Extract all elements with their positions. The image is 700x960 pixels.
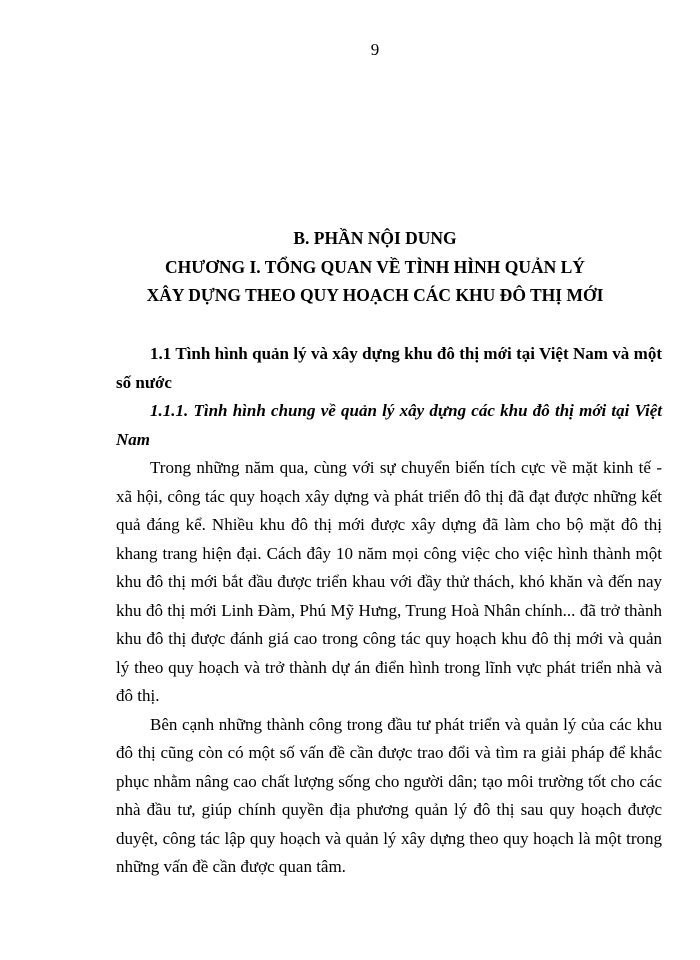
section-title: 1.1 Tình hình quản lý và xây dựng khu đô thị mới tại Việt Nam và một số nước xyxy=(116,344,662,392)
paragraph-1: Trong những năm qua, cùng với sự chuyển biến tích cực về mặt kinh tế - xã hội, công tác quy hoạch xây dựng và phát triển đô thị đã đạt được những kết quả đáng kể. Nhiều khu đô thị mới được xây dựng đã làm cho bộ mặt đô thị khang trang hiện đại. Cách đây 10 năm mọi công việc cho việc hình thành một khu đô thị mới bắt đầu được triển khau với đầy thử thách, khó khăn và đến nay khu đô thị mới Linh Đàm, Phú Mỹ Hưng, Trung Hoà Nhân chính... đã trở thành khu đô thị được đánh giá cao trong công tác quy hoạch khu đô thị mới và quản lý theo quy hoạch và trở thành dự án điển hình trong lĩnh vực phát triển nhà và đô thị. xyxy=(116,458,662,705)
body-text xyxy=(116,340,662,882)
page-number: 9 xyxy=(370,40,380,59)
part-heading: B. PHẦN NỘI DUNG xyxy=(293,228,457,248)
chapter-title-line-2: XÂY DỰNG THEO QUY HOẠCH CÁC KHU ĐÔ THỊ MỚI xyxy=(146,285,604,305)
paragraph-2: Bên cạnh những thành công trong đầu tư phát triển và quản lý của các khu đô thị cũng còn có một số vấn đề cần được trao đổi và tìm ra giải pháp để khắc phục nhằm nâng cao chất lượng sống cho người dân; tạo môi trường tốt cho các nhà đầu tư, giúp chính quyền địa phương quản lý đô thị sau quy hoạch được duyệt, công tác lập quy hoạch và quản lý xây dựng theo quy hoạch là một trong những vấn đề cần được quan tâm. xyxy=(116,714,662,876)
chapter-title-line-1: CHƯƠNG I. TỔNG QUAN VỀ TÌNH HÌNH QUẢN LÝ xyxy=(165,256,585,277)
chapter-heading-block xyxy=(0,224,700,310)
subsection-title: 1.1.1. Tình hình chung về quản lý xây dựng các khu đô thị mới tại Việt Nam xyxy=(116,401,662,449)
